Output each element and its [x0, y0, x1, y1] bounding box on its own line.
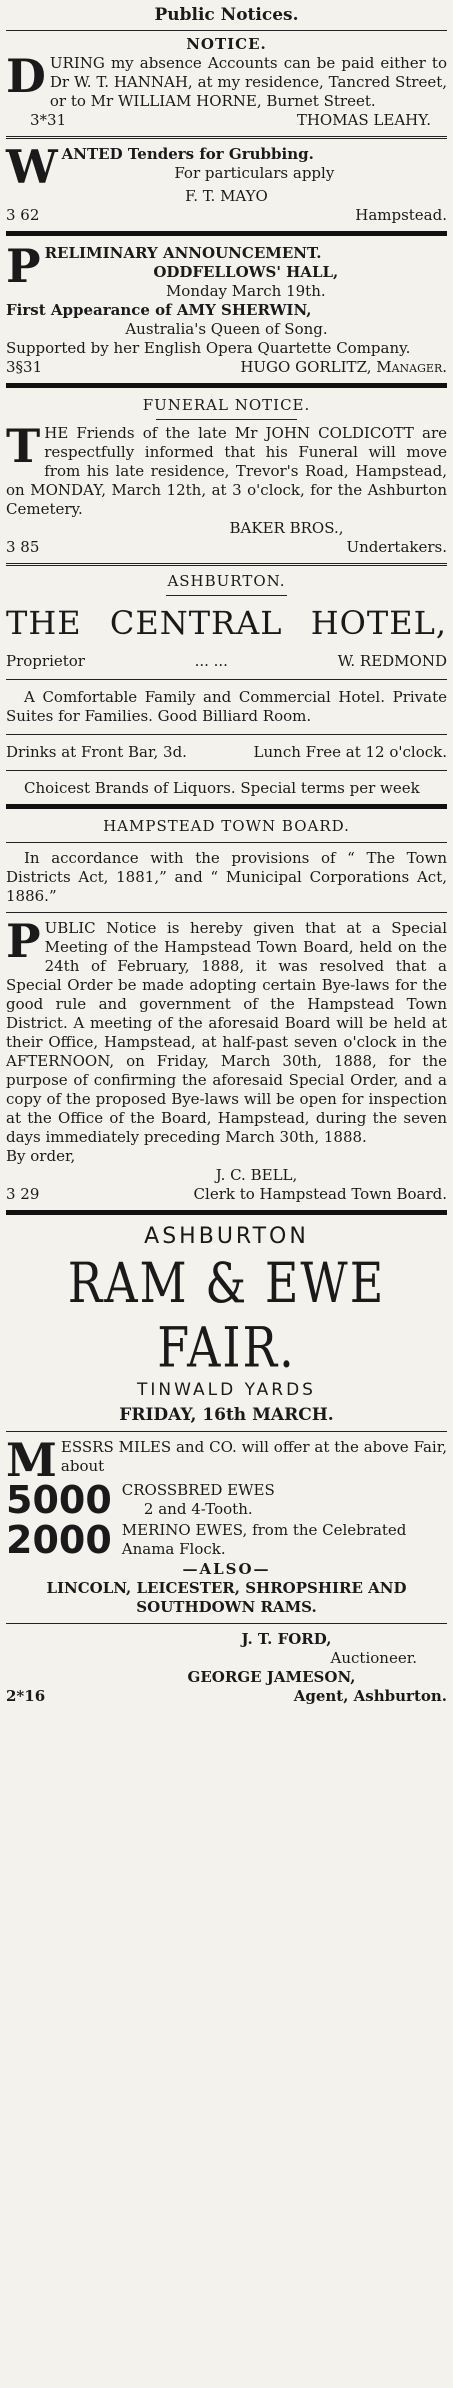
divider [6, 30, 447, 31]
notice-ref: 3 85 [6, 538, 40, 556]
notice-line: Supported by her English Opera Quartette Company. [6, 339, 411, 357]
notice-line: For particulars apply [174, 164, 335, 182]
drop-cap: T [6, 419, 41, 473]
notice-leahy [6, 35, 447, 130]
hotel-lunch: Lunch Free at 12 o'clock. [253, 743, 447, 761]
divider [6, 383, 447, 388]
notice-line: First Appearance of AMY SHERWIN, [6, 301, 312, 319]
hotel-word: THE [6, 604, 82, 642]
divider [6, 804, 447, 809]
notice-line: ANTED Tenders for Grubbing. [61, 145, 314, 163]
notice-signature: HUGO GORLITZ, Manager. [240, 358, 447, 376]
divider [166, 595, 287, 596]
drop-cap: P [6, 239, 41, 293]
divider [6, 842, 447, 843]
notice-body: HE Friends of the late Mr JOHN COLDICOTT are respectfully informed that his Funeral will move from his late residence, Trevor's Road, Hampstead, on MONDAY, March 12th, at 3 o'clock, for the Ashburton Cemetery. [6, 424, 447, 518]
ewe-count: 5000 [6, 1478, 112, 1522]
proprietor-label: Proprietor [6, 652, 85, 670]
ewe-desc: CROSSBRED EWES [121, 1481, 275, 1499]
fair-town: ASHBURTON [144, 1224, 309, 1249]
hotel-name [6, 600, 447, 646]
drop-cap: M [6, 1433, 57, 1487]
divider [6, 734, 447, 735]
hotel-drinks: Drinks at Front Bar, 3d. [6, 743, 187, 761]
hotel-town: ASHBURTON. [167, 572, 286, 590]
hotel-ad [6, 572, 447, 798]
notice-signature: THOMAS LEAHY. [296, 111, 431, 129]
divider [6, 1623, 447, 1624]
notice-line: Monday March 19th. [165, 282, 326, 300]
fair-ad [6, 1223, 447, 1706]
notice-body: UBLIC Notice is hereby given that at a Special Meeting of the Hampstead Town Board, held on the 24th of February, 1888, it was resolved that a Special Order be made adopting certain Bye-laws for the good rule and government of the Hampstead Town District. A meeting of the aforesaid Board will be held at their Office, Hampstead, at half-past seven o'clock in the AFTERNOON, on Friday, March 30th, 1888, for the purpose of confirming the aforesaid Special Order, and a copy of the proposed Bye-laws will be open for inspection at the Office of the Board, Hampstead, during the seven days immediately preceding March 30th, 1888. [6, 919, 447, 1146]
notice-tenders [6, 140, 447, 225]
hotel-description: A Comfortable Family and Commercial Hotel. Private Suites for Families. Good Billiard Room. [6, 688, 447, 725]
page-header: Public Notices. [154, 5, 299, 25]
notice-line: ODDFELLOWS' HALL, [153, 263, 339, 281]
funeral-notice [6, 396, 447, 557]
notice-ref: 3§31 [6, 358, 43, 376]
notice-body: URING my absence Accounts can be paid either to Dr W. T. HANNAH, at my residence, Tancred Street, or to Mr WILLIAM HORNE, Burnet Street. [49, 54, 447, 110]
ewe-desc: MERINO EWES, from the Celebrated Anama Flock. [121, 1521, 407, 1558]
notice-ref: 3 29 [6, 1185, 40, 1203]
notice-ref: 3*31 [30, 111, 67, 129]
divider [6, 136, 447, 139]
board-by-order: By order, [6, 1147, 76, 1165]
notice-title: NOTICE. [186, 35, 267, 53]
notice-ref: 3 62 [6, 206, 40, 224]
leader-dots: ... ... [194, 652, 228, 670]
drop-cap: P [6, 914, 41, 968]
proprietor-name: W. REDMOND [337, 652, 447, 670]
auctioneer-role: Auctioneer. [330, 1649, 417, 1667]
divider [6, 770, 447, 771]
ewe-desc: 2 and 4-Tooth. [143, 1500, 253, 1518]
divider [6, 679, 447, 680]
divider [6, 912, 447, 913]
divider [6, 563, 447, 566]
hotel-liquors: Choicest Brands of Liquors. Special terms per week [24, 779, 420, 797]
agent-role: Agent, Ashburton. [293, 1687, 447, 1705]
divider [6, 1210, 447, 1215]
hotel-word: CENTRAL [109, 604, 283, 642]
divider [6, 1431, 447, 1432]
notice-title: HAMPSTEAD TOWN BOARD. [103, 817, 350, 835]
fair-date: FRIDAY, 16th MARCH. [119, 1405, 334, 1425]
auctioneer-name: J. T. FORD, [241, 1630, 332, 1648]
notice-role: Undertakers. [346, 538, 447, 556]
fair-title: RAM & EWE FAIR. [67, 1250, 386, 1380]
fair-rams: LINCOLN, LEICESTER, SHROPSHIRE AND SOUTHDOWN RAMS. [46, 1579, 407, 1616]
notice-title: FUNERAL NOTICE. [142, 396, 311, 414]
fair-also: —ALSO— [182, 1560, 271, 1578]
hotel-word: HOTEL, [310, 604, 447, 642]
notice-ref: 2*16 [6, 1687, 46, 1705]
divider [156, 419, 297, 420]
divider [6, 231, 447, 236]
notice-name: F. T. MAYO [185, 187, 268, 205]
agent-name: GEORGE JAMESON, [187, 1668, 356, 1686]
drop-cap: D [6, 49, 46, 103]
ewe-count: 2000 [6, 1518, 112, 1562]
town-board-notice [6, 817, 447, 1204]
notice-oddfellows [6, 239, 447, 377]
notice-signature: BAKER BROS., [229, 519, 344, 537]
notice-signature: J. C. BELL, [215, 1166, 298, 1184]
board-intro: In accordance with the provisions of “ The Town Districts Act, 1881,” and “ Municipal Corporations Act, 1886.” [6, 849, 447, 905]
drop-cap: W [6, 140, 58, 194]
notice-line: Australia's Queen of Song. [125, 320, 328, 338]
fair-place: TINWALD YARDS [137, 1380, 316, 1400]
notice-place: Hampstead. [355, 206, 447, 224]
notice-role: Clerk to Hampstead Town Board. [193, 1185, 447, 1203]
notice-line: RELIMINARY ANNOUNCEMENT. [44, 244, 322, 262]
fair-intro: ESSRS MILES and CO. will offer at the above Fair, about [60, 1438, 447, 1475]
